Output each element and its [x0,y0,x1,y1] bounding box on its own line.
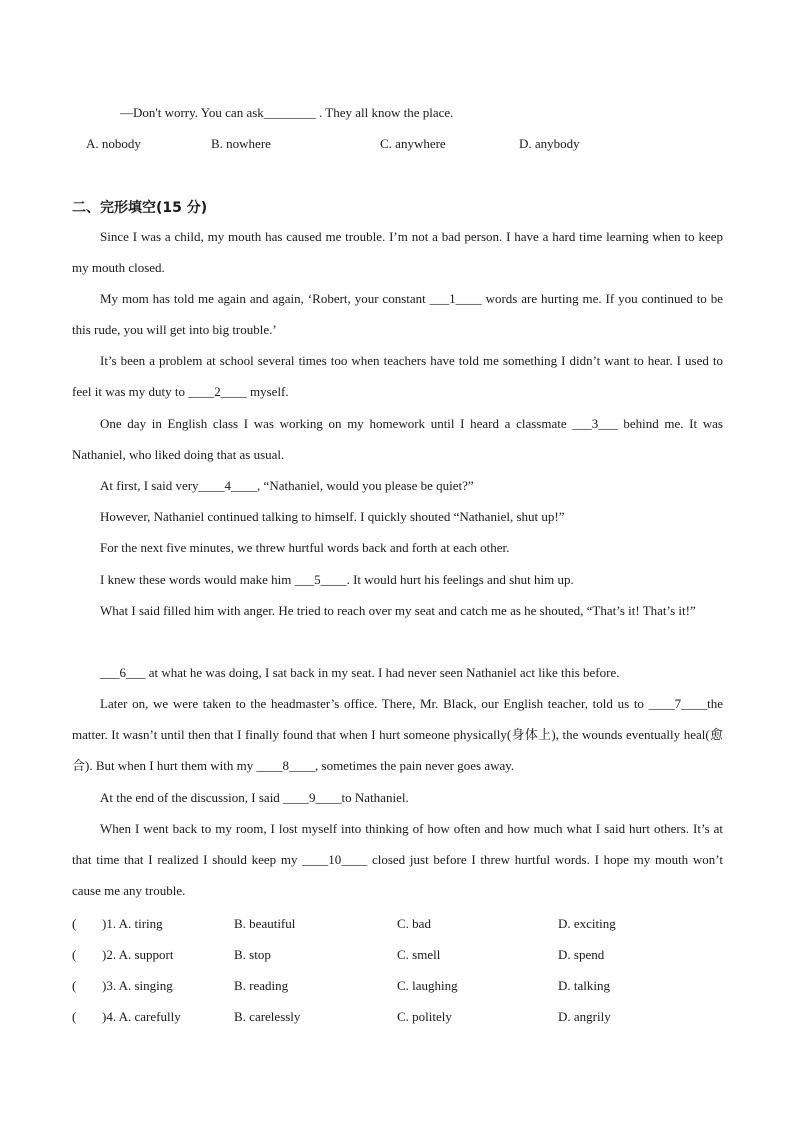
option-c: C. bad [397,916,431,931]
option-c: C. smell [397,947,441,962]
question-number-option-a: )4. A. carefully [102,1009,181,1024]
previous-option-c: C. anywhere [380,136,446,151]
option-b: B. carelessly [234,1009,301,1024]
answer-paren: ( [72,978,77,993]
answer-paren: ( [72,1009,77,1024]
passage-paragraph-5: At first, I said very____4____, “Nathaniel, would you please be quiet?” [100,478,474,493]
question-number-option-a: )3. A. singing [102,978,173,993]
passage-paragraph-11: Later on, we were taken to the headmaster’s office. There, Mr. Black, our English teacher, told us to ____7____the matter. It wasn’t until then that I finally found that when I hurt someone physically(身体上), the wounds eventually heal(愈合). But when I hurt them with my ____8____, sometimes the pain never goes away. [72,696,723,773]
passage-paragraph-13: When I went back to my room, I lost myself into thinking of how often and how much what I said hurt others. It’s at that time that I realized I should keep my ____10____ closed just before I threw hurtful words. I hope my mouth won’t cause me any trouble. [72,821,723,898]
question-row-3 [72,978,732,994]
question-number-option-a: )1. A. tiring [102,916,163,931]
previous-option-d: D. anybody [519,136,580,151]
passage-paragraph-8: I knew these words would make him ___5____. It would hurt his feelings and shut him up. [100,572,574,587]
passage-paragraph-4: One day in English class I was working on my homework until I heard a classmate ___3___ behind me. It was Nathaniel, who liked doing that as usual. [72,416,723,462]
passage-paragraph-2: My mom has told me again and again, ‘Robert, your constant ___1____ words are hurting me. If you continued to be this rude, you will get into big trouble.’ [72,291,723,337]
answer-paren: ( [72,916,77,931]
question-row-4 [72,1009,732,1025]
option-d: D. spend [558,947,605,962]
option-d: D. exciting [558,916,616,931]
question-row-1 [72,916,732,932]
option-d: D. angrily [558,1009,611,1024]
passage-paragraph-12: At the end of the discussion, I said ____9____to Nathaniel. [100,790,409,805]
passage-paragraph-1: Since I was a child, my mouth has caused me trouble. I’m not a bad person. I have a hard time learning when to keep my mouth closed. [72,229,723,275]
passage-paragraph-10: ___6___ at what he was doing, I sat back in my seat. I had never seen Nathaniel act like this before. [100,665,620,680]
option-c: C. politely [397,1009,452,1024]
previous-question-line: —Don't worry. You can ask________ . They all know the place. [120,105,454,120]
option-c: C. laughing [397,978,458,993]
section-heading: 二、完形填空(15 分) [72,200,208,216]
option-d: D. talking [558,978,610,993]
previous-option-a: A. nobody [86,136,141,151]
question-number-option-a: )2. A. support [102,947,174,962]
option-b: B. reading [234,978,289,993]
previous-option-b: B. nowhere [211,136,271,151]
passage-paragraph-7: For the next five minutes, we threw hurtful words back and forth at each other. [100,540,510,555]
passage-paragraph-9: What I said filled him with anger. He tried to reach over my seat and catch me as he shouted, “That’s it! That’s it!” [100,603,696,618]
question-row-2 [72,947,732,963]
passage-paragraph-6: However, Nathaniel continued talking to himself. I quickly shouted “Nathaniel, shut up!” [100,509,565,524]
option-b: B. stop [234,947,271,962]
answer-paren: ( [72,947,77,962]
option-b: B. beautiful [234,916,296,931]
passage-paragraph-3: It’s been a problem at school several times too when teachers have told me something I didn’t want to hear. I used to feel it was my duty to ____2____ myself. [72,353,723,399]
